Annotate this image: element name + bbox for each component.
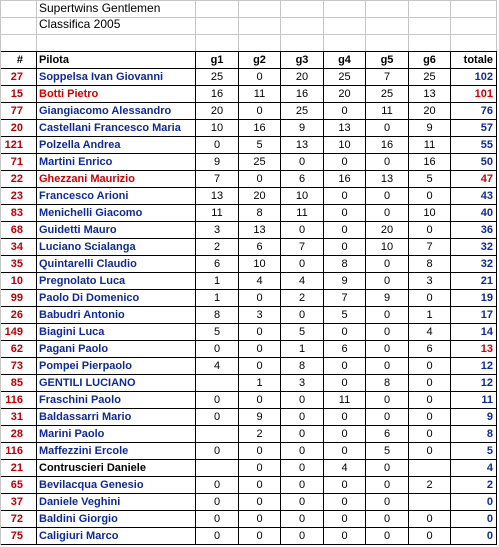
race-points-g3: 3: [298, 377, 306, 389]
race-points-g4: 8: [341, 258, 348, 270]
rider-number: 31: [10, 411, 23, 423]
table-row: [0, 69, 497, 86]
rider-name: Giangiacomo Alessandro: [39, 105, 172, 117]
race-points-g3: 8: [298, 360, 306, 372]
total-points: 50: [480, 156, 493, 168]
race-points-g3: 0: [298, 411, 306, 423]
race-points-g5: 0: [383, 122, 391, 134]
race-points-g1: 6: [213, 258, 221, 270]
race-points-g1: 0: [213, 479, 221, 491]
race-points-g4: 0: [341, 360, 348, 372]
race-points-g1: [195, 460, 238, 477]
race-points-g2: 0: [256, 530, 263, 542]
race-points-g1: 13: [210, 190, 224, 202]
race-points-g1: 25: [210, 71, 224, 83]
race-points-g3: 0: [298, 496, 306, 508]
race-points-g1: 0: [213, 411, 221, 423]
rider-number: 65: [10, 479, 23, 491]
header-g1: g1: [210, 54, 224, 66]
race-points-g6: 5: [426, 173, 433, 185]
race-points-g5: 0: [383, 394, 391, 406]
race-points-g6: 9: [426, 122, 433, 134]
race-points-g1: 0: [213, 445, 221, 457]
total-points: 32: [480, 241, 493, 253]
race-points-g1: 8: [213, 309, 221, 321]
table-row: [0, 494, 497, 511]
race-points-g2: 0: [256, 462, 263, 474]
header-g5: g5: [380, 54, 394, 66]
race-points-g5: 0: [383, 309, 391, 321]
total-points: 19: [480, 292, 493, 304]
race-points-g3: 1: [298, 343, 306, 355]
table-row: [0, 375, 497, 392]
rider-number: 83: [10, 207, 23, 219]
total-points: 101: [474, 88, 493, 100]
race-points-g6: [408, 460, 450, 477]
rider-number: 23: [10, 190, 23, 202]
rider-name: Pagani Paolo: [39, 343, 109, 355]
race-points-g2: 0: [256, 292, 263, 304]
race-points-g2: 13: [253, 224, 266, 236]
sheet-subtitle: Classifica 2005: [39, 17, 121, 31]
rider-name: Quintarelli Claudio: [39, 258, 137, 270]
total-points: 36: [480, 224, 493, 236]
race-points-g6: 10: [423, 207, 436, 219]
rider-number: 149: [4, 326, 23, 338]
race-points-g4: 20: [338, 88, 351, 100]
race-points-g6: 0: [426, 377, 433, 389]
race-points-g5: 7: [383, 71, 391, 83]
race-points-g6: 8: [426, 258, 433, 270]
total-points: 9: [486, 411, 493, 423]
race-points-g6: 6: [426, 343, 433, 355]
rider-name: Ghezzani Maurizio: [39, 173, 135, 185]
race-points-g3: 2: [298, 292, 306, 304]
race-points-g2: 0: [256, 326, 263, 338]
race-points-g1: 10: [210, 122, 224, 134]
table-row: [0, 290, 497, 307]
total-points: 43: [480, 190, 493, 202]
race-points-g4: 6: [341, 343, 348, 355]
rider-name: GENTILI LUCIANO: [39, 377, 136, 389]
race-points-g3: 4: [298, 275, 306, 287]
race-points-g5: 0: [383, 156, 391, 168]
total-points: 12: [480, 377, 493, 389]
race-points-g3: 25: [295, 105, 309, 117]
table-row: [0, 307, 497, 324]
race-points-g2: 0: [256, 445, 263, 457]
race-points-g6: 2: [426, 479, 433, 491]
table-row: [0, 222, 497, 239]
table-row: [0, 256, 497, 273]
rider-name: Polzella Andrea: [39, 139, 121, 151]
total-points: 0: [486, 513, 493, 525]
table-row: [0, 511, 497, 528]
race-points-g1: 4: [213, 360, 221, 372]
race-points-g4: 0: [341, 513, 348, 525]
race-points-g2: 0: [256, 360, 263, 372]
table-row: [0, 324, 497, 341]
table-row: [0, 477, 497, 494]
rider-number: 72: [10, 513, 23, 525]
race-points-g2: 2: [256, 428, 263, 440]
race-points-g6: 0: [426, 224, 433, 236]
rider-number: 26: [10, 309, 23, 321]
rider-name: Baldini Giorgio: [39, 513, 118, 525]
race-points-g4: 0: [341, 156, 348, 168]
race-points-g2: 6: [256, 241, 263, 253]
race-points-g5: 5: [383, 445, 391, 457]
header-g6: g6: [423, 54, 436, 66]
race-points-g3: 7: [298, 241, 306, 253]
race-points-g4: 10: [338, 139, 351, 151]
rider-name: Menichelli Giacomo: [39, 207, 143, 219]
race-points-g6: 13: [423, 88, 436, 100]
race-points-g5: 10: [380, 241, 394, 253]
race-points-g4: 0: [341, 445, 348, 457]
race-points-g4: 0: [341, 411, 348, 423]
race-points-g6: 0: [426, 445, 433, 457]
total-points: 57: [480, 122, 493, 134]
race-points-g3: 0: [298, 258, 306, 270]
race-points-g2: 25: [253, 156, 266, 168]
rider-number: 37: [10, 496, 23, 508]
total-points: 17: [480, 309, 493, 321]
table-row: [0, 103, 497, 120]
race-points-g3: 0: [298, 462, 306, 474]
race-points-g3: 0: [298, 445, 306, 457]
rider-number: 75: [10, 530, 23, 542]
rider-name: Fraschini Paolo: [39, 394, 121, 406]
race-points-g6: 25: [423, 71, 436, 83]
total-points: 32: [480, 258, 493, 270]
rider-name: Francesco Arioni: [39, 190, 129, 202]
race-points-g5: 0: [383, 462, 391, 474]
rider-number: 85: [10, 377, 23, 389]
rider-name: Maffezzini Ercole: [39, 445, 129, 457]
race-points-g1: 20: [210, 105, 224, 117]
table-row: [0, 341, 497, 358]
race-points-g6: 3: [426, 275, 433, 287]
row-gridline: [0, 34, 497, 35]
rider-name: Soppelsa Ivan Giovanni: [39, 71, 164, 83]
race-points-g2: 0: [256, 343, 263, 355]
race-points-g6: 0: [426, 428, 433, 440]
race-points-g2: 0: [256, 173, 263, 185]
race-points-g5: 13: [380, 173, 394, 185]
rider-name: Bevilacqua Genesio: [39, 479, 144, 491]
race-points-g2: 16: [253, 122, 266, 134]
race-points-g4: 0: [341, 326, 348, 338]
rider-number: 68: [10, 224, 23, 236]
race-points-g5: 0: [383, 411, 391, 423]
race-points-g6: 4: [426, 326, 433, 338]
race-points-g4: 0: [341, 496, 348, 508]
race-points-g2: 0: [256, 105, 263, 117]
rider-number: 35: [10, 258, 23, 270]
rider-number: 28: [10, 428, 23, 440]
race-points-g2: 0: [256, 394, 263, 406]
race-points-g2: 4: [256, 275, 263, 287]
race-points-g4: 9: [341, 275, 348, 287]
race-points-g3: 6: [298, 173, 306, 185]
race-points-g3: 0: [298, 309, 306, 321]
race-points-g3: 0: [298, 394, 306, 406]
rider-name: Babudri Antonio: [39, 309, 125, 321]
race-points-g4: 4: [341, 462, 348, 474]
rider-name: Pompei Pierpaolo: [39, 360, 132, 372]
total-points: 14: [480, 326, 493, 338]
table-row: [0, 171, 497, 188]
race-points-g1: 9: [213, 156, 221, 168]
race-points-g4: 0: [341, 428, 348, 440]
race-points-g3: 5: [298, 326, 306, 338]
header-name: Pilota: [39, 54, 69, 66]
race-points-g4: 0: [341, 479, 348, 491]
race-points-g5: 0: [383, 343, 391, 355]
race-points-g5: 0: [383, 275, 391, 287]
rider-name: Baldassarri Mario: [39, 411, 132, 423]
race-points-g3: 0: [298, 428, 306, 440]
race-points-g6: 11: [423, 139, 436, 151]
race-points-g3: 0: [298, 156, 306, 168]
race-points-g1: 0: [213, 530, 221, 542]
race-points-g1: 1: [213, 292, 221, 304]
race-points-g5: 0: [383, 496, 391, 508]
total-points: 8: [486, 428, 493, 440]
race-points-g3: 16: [295, 88, 309, 100]
race-points-g2: 20: [253, 190, 266, 202]
race-points-g4: 25: [338, 71, 351, 83]
table-row: [0, 443, 497, 460]
rider-number: 62: [10, 343, 23, 355]
total-points: 102: [474, 71, 493, 83]
rider-number: 99: [10, 292, 23, 304]
race-points-g3: 10: [295, 190, 309, 202]
race-points-g3: 0: [298, 513, 306, 525]
race-points-g5: 0: [383, 207, 391, 219]
race-points-g3: 0: [298, 479, 306, 491]
table-row: [0, 528, 497, 545]
rider-number: 77: [10, 105, 23, 117]
race-points-g6: 1: [426, 309, 433, 321]
table-row: [0, 188, 497, 205]
table-row: [0, 154, 497, 171]
race-points-g1: [195, 375, 238, 392]
table-row: [0, 426, 497, 443]
rider-name: Castellani Francesco Maria: [39, 122, 181, 134]
total-points: 2: [486, 479, 493, 491]
race-points-g5: 0: [383, 360, 391, 372]
rider-number: 22: [10, 173, 23, 185]
rider-number: 20: [10, 122, 23, 134]
race-points-g4: 7: [341, 292, 348, 304]
race-points-g1: [195, 426, 238, 443]
race-points-g2: 0: [256, 496, 263, 508]
race-points-g4: 0: [341, 241, 348, 253]
race-points-g2: 9: [256, 411, 263, 423]
rider-number: 121: [4, 139, 23, 151]
race-points-g6: [408, 494, 450, 511]
total-points: 40: [480, 207, 493, 219]
total-points: 11: [481, 394, 493, 406]
race-points-g1: 7: [213, 173, 221, 185]
rider-number: 71: [10, 156, 23, 168]
table-row: [0, 460, 497, 477]
rider-name: Caligiuri Marco: [39, 530, 119, 542]
race-points-g4: 13: [338, 122, 351, 134]
race-points-g1: 0: [213, 394, 221, 406]
race-points-g2: 0: [256, 71, 263, 83]
sheet-title: Supertwins Gentlemen: [39, 1, 161, 15]
race-points-g1: 1: [213, 275, 221, 287]
race-points-g6: 0: [426, 513, 433, 525]
total-points: 55: [480, 139, 493, 151]
race-points-g4: 0: [341, 224, 348, 236]
header-row: [0, 52, 497, 69]
table-row: [0, 205, 497, 222]
race-points-g6: 0: [426, 394, 433, 406]
race-points-g5: 0: [383, 513, 391, 525]
race-points-g2: 8: [256, 207, 263, 219]
header-num: #: [16, 54, 23, 66]
total-points: 0: [486, 530, 493, 542]
total-points: 5: [486, 445, 493, 457]
race-points-g3: 13: [295, 139, 309, 151]
table-row: [0, 273, 497, 290]
race-points-g6: 0: [426, 360, 433, 372]
race-points-g2: 0: [256, 513, 263, 525]
header-g4: g4: [338, 54, 351, 66]
header-total: totale: [463, 54, 493, 66]
race-points-g3: 20: [295, 71, 309, 83]
total-points: 0: [486, 496, 493, 508]
rider-number: 15: [10, 88, 23, 100]
race-points-g5: 11: [381, 105, 393, 117]
table-row: [0, 86, 497, 103]
race-points-g1: 0: [213, 343, 221, 355]
header-g3: g3: [295, 54, 309, 66]
race-points-g2: 10: [253, 258, 266, 270]
race-points-g2: 1: [256, 377, 263, 389]
table-row: [0, 137, 497, 154]
race-points-g4: 5: [341, 309, 348, 321]
total-points: 12: [480, 360, 493, 372]
race-points-g3: 11: [296, 207, 308, 219]
race-points-g5: 20: [380, 224, 394, 236]
rider-name: Daniele Veghini: [39, 496, 121, 508]
race-points-g1: 5: [213, 326, 221, 338]
rider-number: 21: [10, 462, 23, 474]
race-points-g6: 20: [423, 105, 436, 117]
rider-number: 27: [10, 71, 23, 83]
rider-name: Pregnolato Luca: [39, 275, 126, 287]
rider-name: Martini Enrico: [39, 156, 113, 168]
race-points-g6: 7: [426, 241, 433, 253]
race-points-g4: 0: [341, 207, 348, 219]
race-points-g3: 0: [298, 224, 306, 236]
race-points-g1: 0: [213, 513, 221, 525]
table-row: [0, 358, 497, 375]
rider-name: Luciano Scialanga: [39, 241, 136, 253]
rider-number: 10: [10, 275, 23, 287]
race-points-g5: 0: [383, 479, 391, 491]
race-points-g4: 11: [338, 394, 351, 406]
rider-name: Botti Pietro: [39, 88, 99, 100]
race-points-g5: 8: [383, 377, 391, 389]
race-points-g4: 0: [341, 190, 348, 202]
table-row: [0, 392, 497, 409]
rider-name: Guidetti Mauro: [39, 224, 117, 236]
race-points-g4: 0: [341, 377, 348, 389]
total-points: 21: [480, 275, 493, 287]
race-points-g5: 25: [380, 88, 394, 100]
race-points-g4: 16: [338, 173, 351, 185]
race-points-g4: 0: [341, 530, 348, 542]
race-points-g6: 0: [426, 530, 433, 542]
race-points-g6: 0: [426, 292, 433, 304]
race-points-g6: 0: [426, 190, 433, 202]
rider-name: Paolo Di Domenico: [39, 292, 140, 304]
table-row: [0, 239, 497, 256]
race-points-g5: 0: [383, 190, 391, 202]
race-points-g5: 0: [383, 530, 391, 542]
race-points-g2: 5: [256, 139, 263, 151]
race-points-g6: 16: [423, 156, 436, 168]
rider-number: 116: [5, 445, 23, 457]
table-row: [0, 120, 497, 137]
race-points-g1: 3: [213, 224, 221, 236]
race-points-g1: 2: [213, 241, 221, 253]
race-points-g5: 16: [380, 139, 394, 151]
rider-name: Marini Paolo: [39, 428, 105, 440]
race-points-g5: 0: [383, 258, 391, 270]
race-points-g6: 0: [426, 411, 433, 423]
rider-number: 34: [10, 241, 23, 253]
race-points-g5: 9: [383, 292, 391, 304]
race-points-g2: 0: [256, 479, 263, 491]
race-points-g1: 11: [211, 207, 223, 219]
race-points-g5: 0: [383, 326, 391, 338]
race-points-g4: 0: [341, 105, 348, 117]
race-points-g1: 16: [210, 88, 224, 100]
rider-number: 116: [5, 394, 23, 406]
total-points: 13: [480, 343, 493, 355]
rider-number: 73: [10, 360, 23, 372]
header-g2: g2: [253, 54, 266, 66]
race-points-g1: 0: [213, 139, 221, 151]
race-points-g2: 11: [253, 88, 266, 100]
race-points-g2: 3: [256, 309, 263, 321]
race-points-g1: 0: [213, 496, 221, 508]
rider-name: Contruscieri Daniele: [39, 462, 146, 474]
race-points-g3: 0: [298, 530, 306, 542]
race-points-g5: 6: [383, 428, 391, 440]
table-row: [0, 409, 497, 426]
total-points: 4: [486, 462, 493, 474]
total-points: 47: [480, 173, 493, 185]
total-points: 76: [480, 105, 493, 117]
rider-name: Biagini Luca: [39, 326, 105, 338]
race-points-g3: 9: [298, 122, 306, 134]
